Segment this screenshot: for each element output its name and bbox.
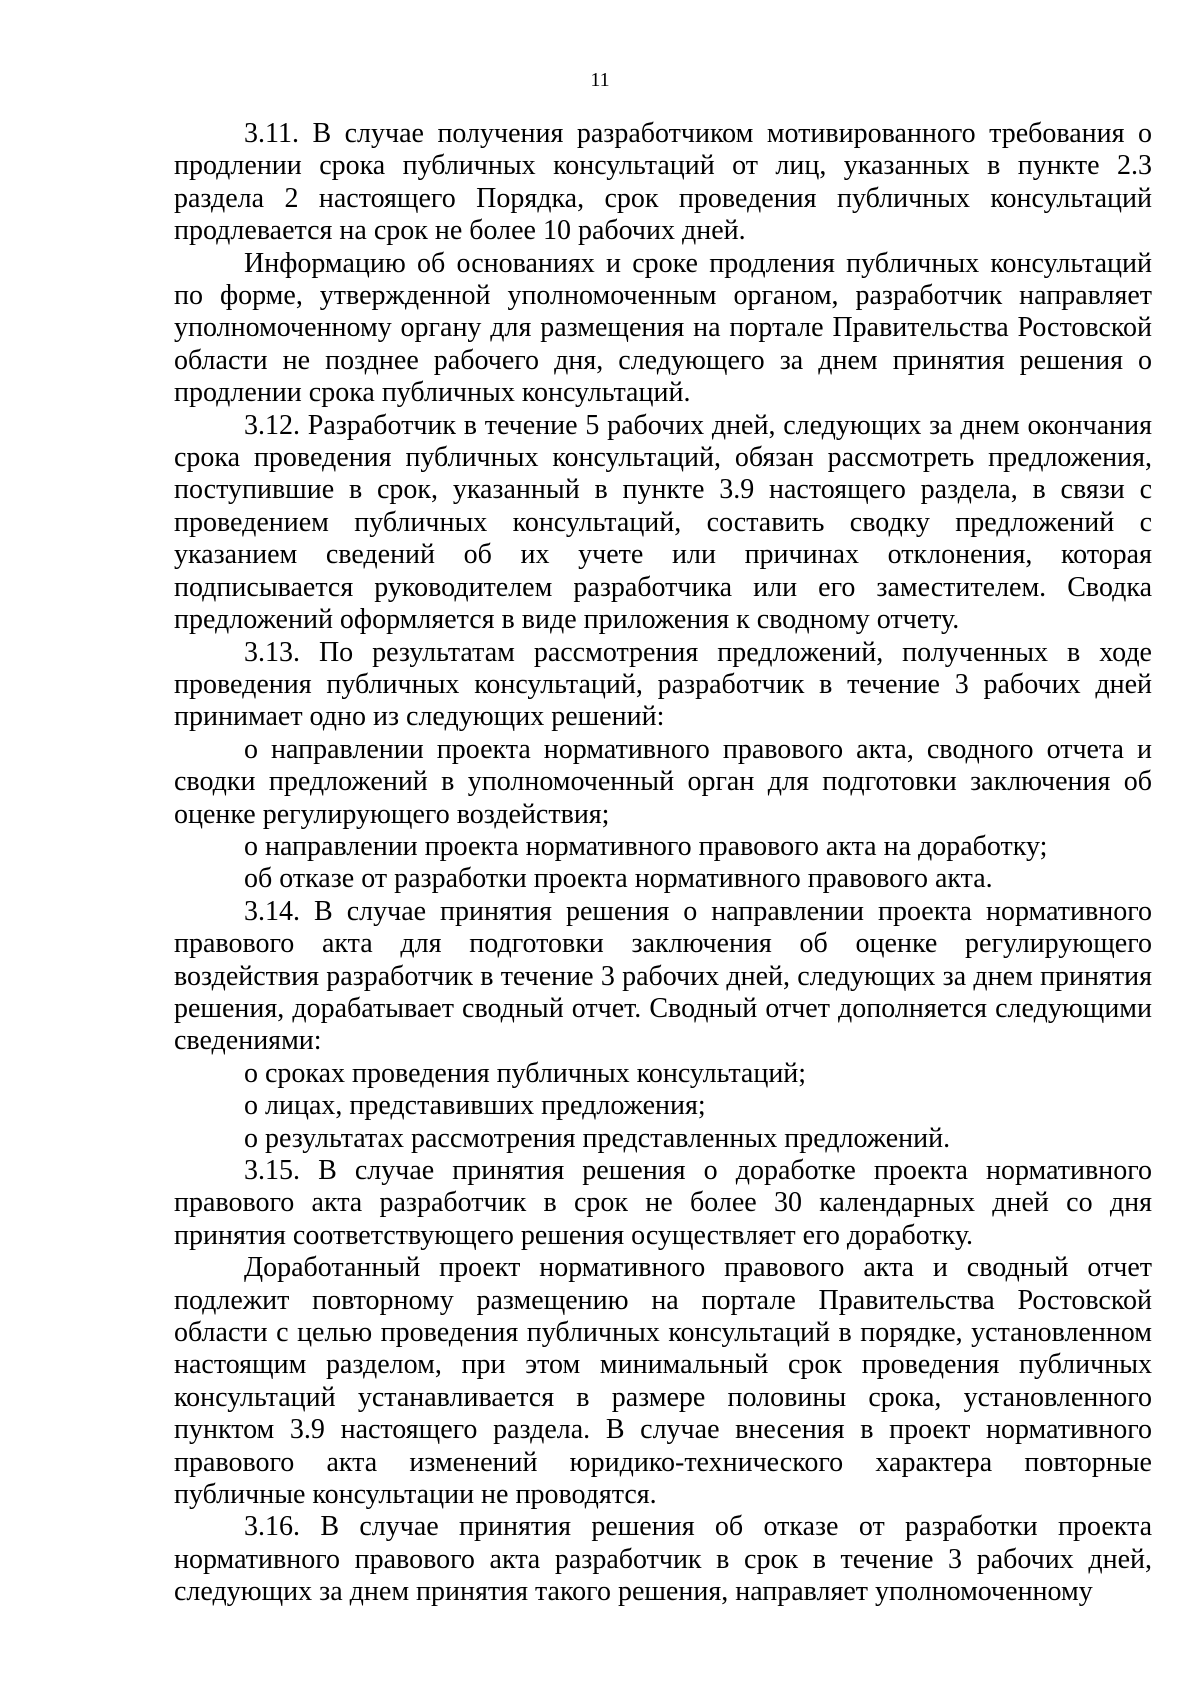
decision-item-send-to-authority: о направлении проекта нормативного правового акта, сводного отчета и сводки предложений в уполномоченный орган для подготовки заключения об оценке регулирующего воздействия; [174, 733, 1152, 830]
paragraph-3-15: 3.15. В случае принятия решения о доработке проекта нормативного правового акта разработчик в срок не более 30 календарных дней со дня принятия соответствующего решения осуществляет его доработку. [174, 1155, 1152, 1251]
paragraph-extension-info: Информацию об основаниях и сроке продления публичных консультаций по форме, утвержденной уполномоченным органом, разработчик направляет уполномоченному органу для размещения на портале Правительства Ростовской области не позднее рабочего дня, следующего за днем принятия решения о продлении срока публичных консультаций. [174, 247, 1152, 409]
paragraph-revised-project: Доработанный проект нормативного правового акта и сводный отчет подлежит повторному размещению на портале Правительства Ростовской области с целью проведения публичных консультаций в порядке, установленном настоящим разделом, при этом минимальный срок проведения публичных консультаций устанавливается в размере половины срока, установленного пунктом 3.9 настоящего раздела. В случае внесения в проект нормативного правового акта изменений юридико-технического характера повторные публичные консультации не проводятся. [174, 1252, 1152, 1511]
paragraph-3-13: 3.13. По результатам рассмотрения предложений, полученных в ходе проведения публичных консультаций, разработчик в течение 3 рабочих дней принимает одно из следующих решений: [174, 636, 1152, 733]
paragraph-3-16: 3.16. В случае принятия решения об отказе от разработки проекта нормативного правового акта разработчик в срок в течение 3 рабочих дней, следующих за днем принятия такого решения, направляет уполномоченному [174, 1511, 1152, 1608]
decision-item-refusal: об отказе от разработки проекта нормативного правового акта. [244, 863, 993, 895]
document-body [174, 118, 1152, 1609]
info-item-results: о результатах рассмотрения представленных предложений. [244, 1122, 951, 1154]
decision-item-revision: о направлении проекта нормативного правового акта на доработку; [244, 830, 1048, 862]
page-number: 11 [590, 69, 610, 91]
info-item-terms: о сроках проведения публичных консультаций; [244, 1057, 807, 1089]
paragraph-3-11: 3.11. В случае получения разработчиком мотивированного требования о продлении срока публичных консультаций от лиц, указанных в пункте 2.3 раздела 2 настоящего Порядка, срок проведения публичных консультаций продлевается на срок не более 10 рабочих дней. [174, 118, 1152, 247]
info-item-persons: о лицах, представивших предложения; [244, 1090, 706, 1122]
paragraph-3-12: 3.12. Разработчик в течение 5 рабочих дней, следующих за днем окончания срока проведения публичных консультаций, обязан рассмотреть предложения, поступившие в срок, указанный в пункте 3.9 настоящего раздела, в связи с проведением публичных консультаций, составить сводку предложений с указанием сведений об их учете или причинах отклонения, которая подписывается руководителем разработчика или его заместителем. Сводка предложений оформляется в виде приложения к сводному отчету. [174, 409, 1152, 636]
paragraph-3-14: 3.14. В случае принятия решения о направлении проекта нормативного правового акта для подготовки заключения об оценке регулирующего воздействия разработчик в течение 3 рабочих дней, следующих за днем принятия решения, дорабатывает сводный отчет. Сводный отчет дополняется следующими сведениями: [174, 895, 1152, 1057]
